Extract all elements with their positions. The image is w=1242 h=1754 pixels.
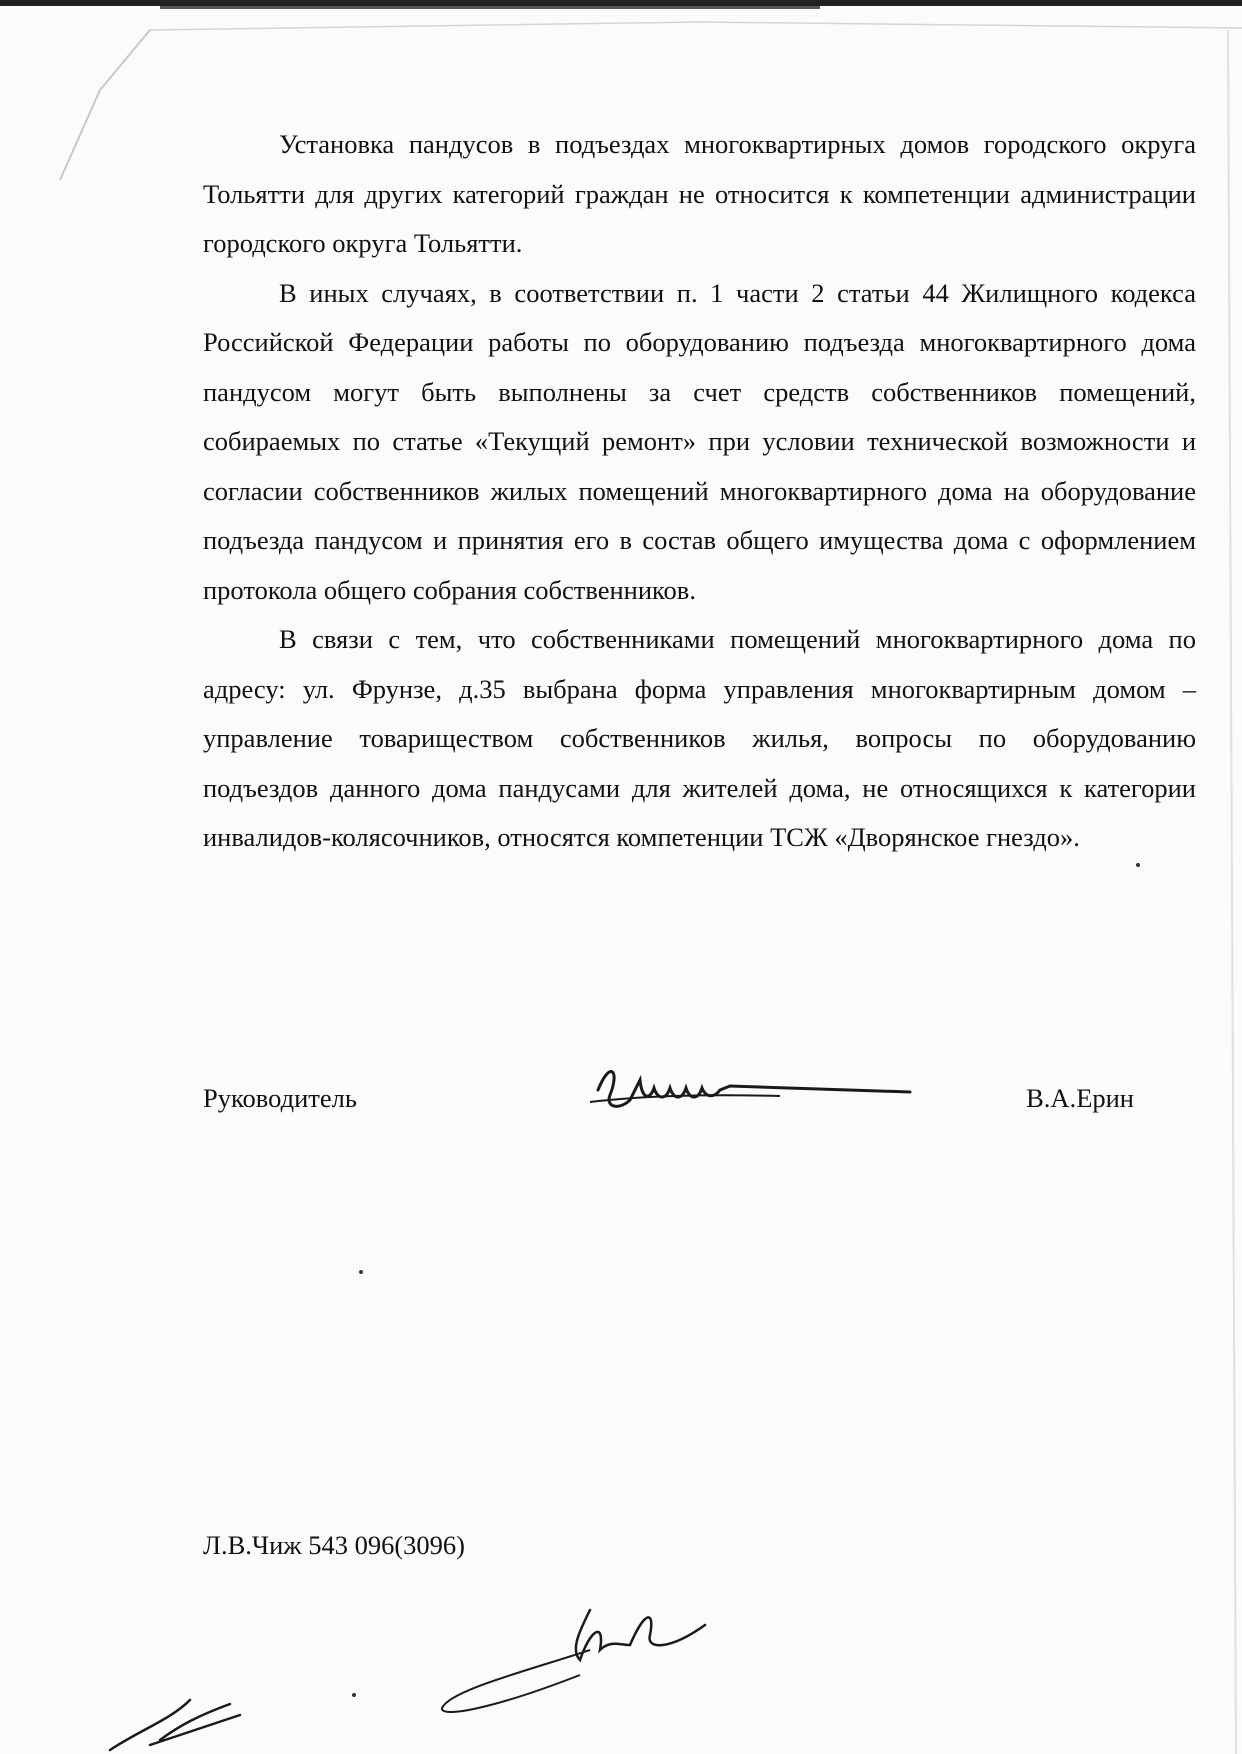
paragraph-2: В иных случаях, в соответствии п. 1 части 2 статьи 44 Жилищного кодекса Российской Федерации работы по оборудованию подъезда многоквартирного дома пандусом могут быть выполнены за счет средств собственников помещений, собираемых по статье «Текущий ремонт» при условии технической возможности и согласии собственников жилых помещений многоквартирного дома на оборудование подъезда пандусом и принятия его в состав общего имущества дома с оформлением протокола общего собрания собственников. bbox=[203, 277, 1196, 605]
scan-speck bbox=[352, 1693, 356, 1697]
initials-signature bbox=[430, 1590, 730, 1720]
signatory-name: В.А.Ерин bbox=[1026, 1083, 1134, 1113]
corner-scribble bbox=[100, 1690, 260, 1754]
letter-body bbox=[203, 120, 1196, 863]
paragraph-3: В связи с тем, что собственниками помещений многоквартирного дома по адресу: ул. Фрунзе, д.35 выбрана форма управления многоквартирным домом – управление товариществом собственников жилья, вопросы по оборудованию подъездов данного дома пандусами для жителей дома, не относящихся к категории инвалидов-колясочников, относятся компетенции ТСЖ «Дворянское гнездо». bbox=[203, 624, 1196, 852]
paragraph-1: Установка пандусов в подъездах многоквартирных домов городского округа Тольятти для других категорий граждан не относится к компетенции администрации городского округа Тольятти. bbox=[203, 129, 1196, 258]
scan-speck bbox=[1136, 863, 1140, 867]
executor-line: Л.В.Чиж 543 096(3096) bbox=[203, 1530, 466, 1560]
scan-speck bbox=[359, 1270, 363, 1274]
signatory-role: Руководитель bbox=[203, 1083, 357, 1113]
handwritten-signature bbox=[580, 1050, 920, 1130]
scan-top-shadow bbox=[160, 6, 820, 9]
